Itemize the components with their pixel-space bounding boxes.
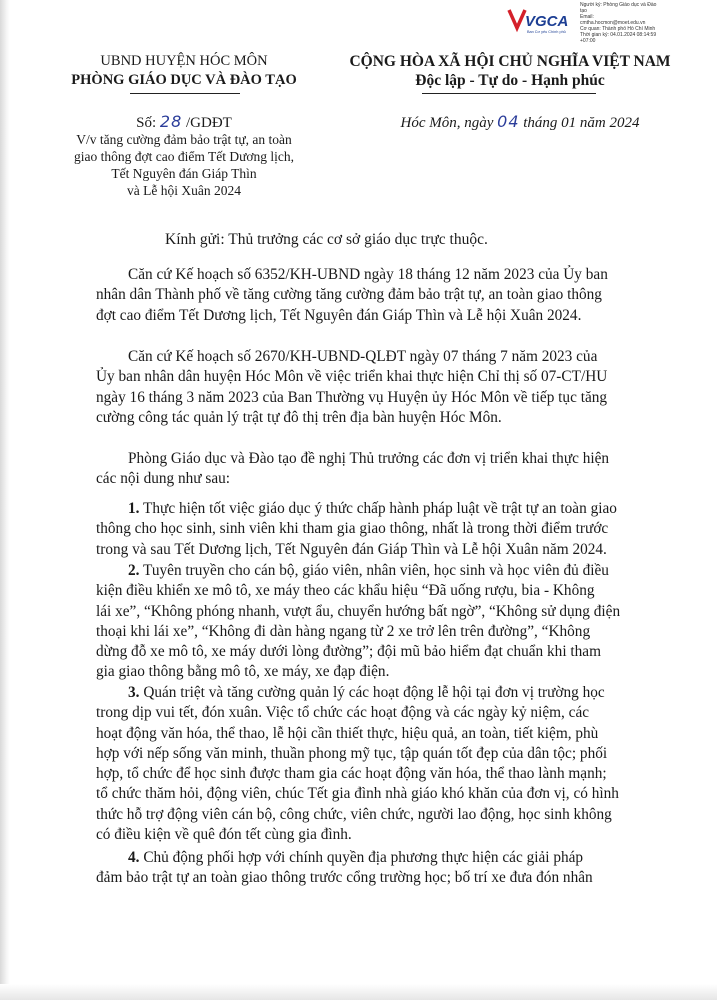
- document-date: [365, 112, 675, 133]
- paragraph-line: trong và sau Tết Dương lịch, Tết Nguyên đán Giáp Thìn và Lễ hội Xuân năm 2024.: [96, 540, 607, 558]
- item-number: 3.: [128, 684, 140, 701]
- paragraph-line: đảm bảo trật tự an toàn giao thông trước cổng trường học; bố trí xe đưa đón nhân: [96, 869, 593, 887]
- paragraph-line: ngày 16 tháng 3 năm 2023 của Ban Thường vụ Huyện ủy Hóc Môn về tiếp tục tăng: [96, 388, 608, 406]
- vgca-logo: [505, 6, 575, 36]
- subject: [48, 131, 320, 199]
- issuer-underline: [130, 93, 240, 94]
- date-day-handwritten: 04: [497, 112, 520, 131]
- paragraph-line: các nội dung như sau:: [96, 470, 231, 488]
- subject-line: V/v tăng cường đảm bảo trật tự, an toàn: [76, 132, 292, 147]
- issuer-header: [48, 52, 320, 90]
- motto-underline: [422, 93, 596, 94]
- paragraph-basis-2: [96, 347, 668, 428]
- subject-line: và Lễ hội Xuân 2024: [127, 183, 241, 198]
- national-title: CỘNG HÒA XÃ HỘI CHỦ NGHĨA VIỆT NAM: [349, 53, 671, 70]
- paragraph-line: dừng đỗ xe mô tô, xe máy dưới lòng đường”; đội mũ bảo hiểm đạt chuẩn khi tham: [96, 643, 601, 661]
- doc-number-prefix: Số:: [136, 115, 157, 131]
- paragraph-line: Chủ động phối hợp với chính quyền địa phương thực hiện các giải pháp: [143, 849, 584, 866]
- page-edge-shadow: [0, 0, 10, 1000]
- paragraph-line: trong dịp vui tết, đón xuân. Việc tổ chức các hoạt động và các ngày kỷ niệm, các: [96, 704, 590, 722]
- paragraph-basis-1: [96, 265, 668, 326]
- sig-line: Email:: [580, 14, 594, 20]
- doc-number-suffix: /GDĐT: [186, 115, 232, 131]
- paragraph-line: gia giao thông bằng mô tô, xe máy, xe đạp điện.: [96, 663, 390, 681]
- issuer-name: PHÒNG GIÁO DỤC VÀ ĐÀO TẠO: [71, 72, 297, 88]
- paragraph-line: thông cho học sinh, sinh viên khi tham gia giao thông, nhất là trong thời điểm trước: [96, 520, 609, 538]
- paragraph-line: kiện điều khiển xe mô tô, xe máy theo các khẩu hiệu “Đã uống rượu, bia - Không: [96, 582, 595, 600]
- paragraph-request: [96, 449, 668, 490]
- national-motto: Độc lập - Tự do - Hạnh phúc: [415, 72, 605, 89]
- paragraph-line: hợp với nếp sống văn minh, thuần phong mỹ tục, tập quán tốt đẹp của dân tộc; phối: [96, 744, 608, 762]
- date-prefix: Hóc Môn, ngày: [400, 115, 494, 131]
- issuer-parent: UBND HUYỆN HÓC MÔN: [100, 53, 268, 69]
- paragraph-line: hoạt động văn hóa, thể thao, lễ hội cần thiết thực, hiệu quả, an toàn, tiết kiệm, phù: [96, 724, 599, 742]
- item-number: 1.: [128, 500, 140, 517]
- paragraph-line: Phòng Giáo dục và Đào tạo đề nghị Thủ trưởng các đơn vị triển khai thực hiện: [128, 450, 610, 467]
- paragraph-line: Tuyên truyền cho cán bộ, giáo viên, nhân viên, học sinh và học viên đủ điều: [143, 562, 609, 579]
- sig-line: tạo: [580, 8, 587, 14]
- paragraph-line: Quán triệt và tăng cường quản lý các hoạt động lễ hội tại đơn vị trường học: [143, 684, 605, 701]
- paragraph-line: lái xe”, “Không phóng nhanh, vượt ẩu, chuyển hướng bất ngờ”, “Không sử dụng điện: [96, 602, 621, 620]
- paragraph-line: Ủy ban nhân dân huyện Hóc Môn về việc triển khai thực hiện Chỉ thị số 07-CT/HU: [96, 368, 608, 386]
- sig-line: Cơ quan: Thành phố Hồ Chí Minh: [580, 26, 656, 32]
- date-suffix: tháng 01 năm 2024: [523, 115, 640, 131]
- signature-info: [580, 2, 710, 44]
- paragraph-line: Thực hiện tốt việc giáo dục ý thức chấp hành pháp luật về trật tự an toàn giao: [143, 500, 617, 517]
- item-4: [96, 848, 668, 889]
- logo-brand: VGCA: [525, 13, 569, 30]
- item-number: 4.: [128, 849, 140, 866]
- item-number: 2.: [128, 562, 140, 579]
- sig-line: cmtha.hocmon@moet.edu.vn: [580, 20, 646, 26]
- sig-line: Thời gian ký: 04.01.2024 08:14:59: [580, 32, 657, 38]
- paragraph-line: hợp, tổ chức để học sinh được tham gia các hoạt động văn hóa, thể thao lành mạnh;: [96, 765, 607, 783]
- paragraph-line: thức hỗ trợ động viên cán bộ, công chức, viên chức, người lao động, học sinh không: [96, 805, 612, 823]
- sig-line: +07:00: [580, 38, 596, 44]
- logo-tagline: Ban Cơ yếu Chính phủ: [527, 30, 566, 34]
- paragraph-line: tổ chức thăm hỏi, động viên, chúc Tết gia đình nhà giáo khó khăn của đơn vị, có hình: [96, 785, 619, 803]
- sig-line: Người ký: Phòng Giáo dục và Đào: [580, 2, 657, 8]
- doc-number-handwritten: 28: [159, 112, 183, 131]
- item-3: [96, 683, 668, 845]
- page-bottom-shadow: [0, 984, 717, 1000]
- paragraph-line: Căn cứ Kế hoạch số 6352/KH-UBND ngày 18 tháng 12 năm 2023 của Ủy ban: [128, 266, 608, 283]
- subject-line: giao thông đợt cao điểm Tết Dương lịch,: [73, 149, 295, 164]
- subject-line: Tết Nguyên đán Giáp Thìn: [111, 166, 257, 181]
- document-number: [48, 112, 320, 133]
- paragraph-line: thoại khi lái xe”, “Không đi dàn hàng ngang từ 2 xe trở lên trên đường”, “Không: [96, 622, 591, 640]
- recipient: Kính gửi: Thủ trưởng các cơ sở giáo dục trực thuộc.: [165, 231, 488, 248]
- paragraph-line: cường công tác quản lý trật tự đô thị trên địa bàn huyện Hóc Môn.: [96, 408, 502, 426]
- paragraph-line: đợt cao điểm Tết Dương lịch, Tết Nguyên đán Giáp Thìn và Lễ hội Xuân 2024.: [96, 306, 582, 324]
- item-2: [96, 561, 668, 683]
- paragraph-line: có điều kiện về quê đón tết cùng gia đình.: [96, 826, 352, 844]
- paragraph-line: nhân dân Thành phố về tăng cường tăng cường đảm bảo trật tự, an toàn giao thông: [96, 286, 602, 304]
- paragraph-line: Căn cứ Kế hoạch số 2670/KH-UBND-QLĐT ngày 07 tháng 7 năm 2023 của: [128, 348, 598, 365]
- item-1: [96, 499, 668, 560]
- national-header: [330, 52, 690, 90]
